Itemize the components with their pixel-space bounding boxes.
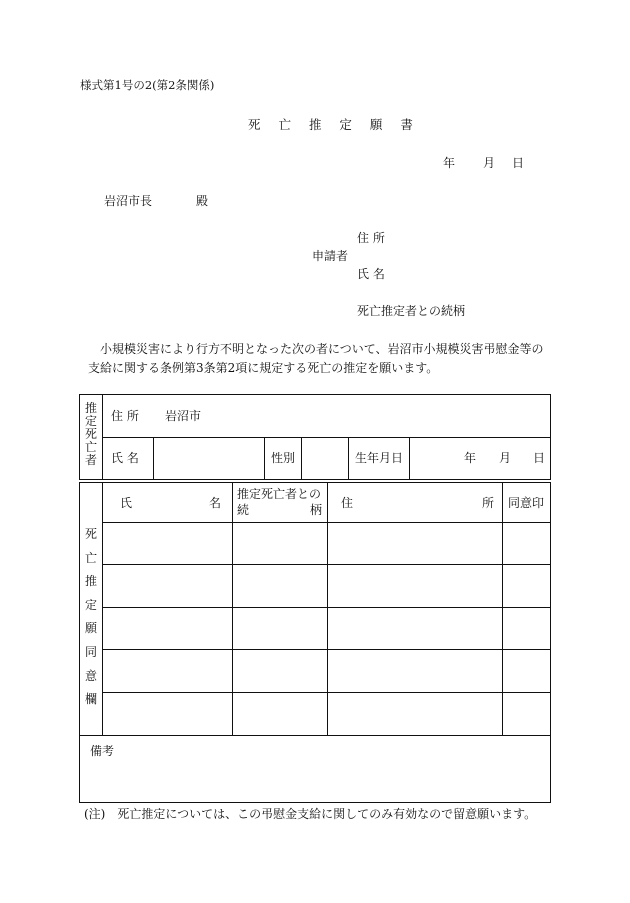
deceased-name-label: 氏 名	[111, 451, 139, 465]
addressee-honorific: 殿	[196, 194, 209, 208]
deceased-birthdate-label: 生年月日	[355, 451, 404, 465]
page-title: 死 亡 推 定 願 書	[248, 117, 420, 132]
col-address-b: 所	[482, 496, 495, 510]
applicant-name-label: 氏 名	[357, 267, 385, 281]
date-year: 年	[443, 156, 456, 170]
consent-section-label: 死亡推定願同意欄	[84, 527, 97, 707]
deceased-birth-year: 年	[464, 451, 477, 465]
form-id: 様式第1号の2(第2条関係)	[80, 78, 215, 92]
footnote: (注) 死亡推定については、この弔慰金支給に関してのみ有効なので留意願います。	[84, 807, 537, 821]
deceased-address-label: 住 所	[111, 409, 139, 423]
remarks-label: 備考	[90, 744, 115, 758]
deceased-birth-day: 日	[533, 451, 546, 465]
body-text: 小規模災害により行方不明となった次の者について、岩沼市小規模災害弔慰金等の支給に関する条例第3条第2項に規定する死亡の推定を願います。	[88, 342, 544, 375]
deceased-birth-month: 月	[499, 451, 512, 465]
date-day: 日	[512, 156, 525, 170]
addressee-name: 岩沼市長	[104, 194, 153, 208]
col-address-a: 住	[341, 496, 354, 510]
col-relation-line1: 推定死亡者との	[237, 487, 322, 501]
col-relation-a: 続	[237, 503, 250, 517]
col-consent-seal: 同意印	[508, 496, 545, 510]
col-name-b: 名	[209, 496, 222, 510]
applicant-relation-label: 死亡推定者との続柄	[357, 304, 466, 318]
deceased-address-value: 岩沼市	[165, 409, 202, 423]
date-month: 月	[483, 156, 496, 170]
applicant-address-label: 住 所	[357, 231, 385, 245]
deceased-sex-label: 性別	[271, 451, 296, 465]
col-name-a: 氏	[120, 496, 133, 510]
col-relation-b: 柄	[310, 503, 323, 517]
applicant-label: 申請者	[312, 249, 349, 263]
deceased-section-label: 推定死亡者	[84, 401, 97, 467]
